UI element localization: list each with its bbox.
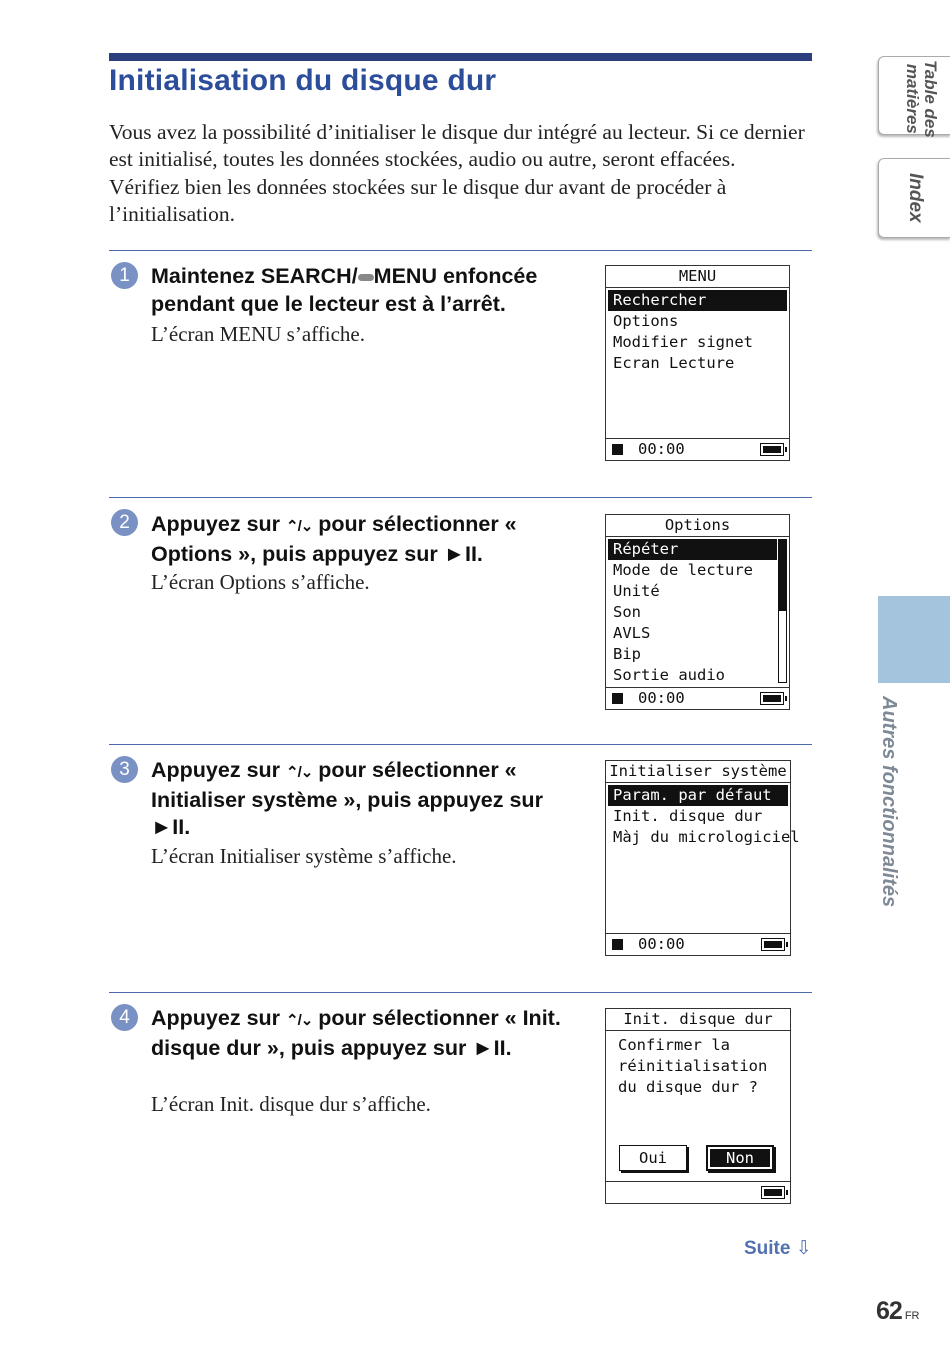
battery-icon <box>760 692 784 705</box>
lcd-screen-options <box>605 514 790 710</box>
up-down-arrows-icon: ⌃/⌄ <box>286 1012 313 1029</box>
tab-toc-label: Table des matières <box>903 60 940 138</box>
lcd-header: Options <box>606 515 789 537</box>
tab-index-label: Index <box>905 173 926 223</box>
lcd-yes-button: Oui <box>619 1145 687 1171</box>
lcd-message-line: du disque dur ? <box>618 1078 758 1096</box>
step-description: L’écran Options s’affiche. <box>151 570 370 594</box>
section-divider <box>109 744 812 745</box>
play-pause-icon: ►II <box>151 815 185 839</box>
lcd-menu-item: Mode de lecture <box>613 561 753 579</box>
lcd-time: 00:00 <box>638 935 685 953</box>
lcd-menu-item: Init. disque dur <box>613 807 763 825</box>
lcd-screen-menu <box>605 265 790 461</box>
up-down-arrows-icon: ⌃/⌄ <box>286 518 313 535</box>
lcd-no-button: Non <box>706 1145 774 1171</box>
lcd-screen-init-systeme <box>605 760 800 956</box>
intro-paragraph: Vous avez la possibilité d’initialiser le disque dur intégré au lecteur. Si ce dernier est initialisé, toutes les données stockées, audio ou autre, seront effacées. Vérifiez bien les données stockées sur le disque dur avant de procéder à l’initialisation. <box>109 120 805 226</box>
play-pause-icon: ►II <box>443 541 477 566</box>
lcd-status-bar <box>606 438 789 460</box>
step-description: L’écran Initialiser système s’affiche. <box>151 844 457 868</box>
lcd-menu-item-selected: Rechercher <box>608 290 787 311</box>
lcd-scrollbar-thumb <box>779 540 786 611</box>
step-title: Maintenez SEARCH/ MENU enfoncée pendant que le lecteur est à l’arrêt. <box>151 264 538 316</box>
lcd-screen-init-disque <box>605 1008 791 1204</box>
step-number: 4 <box>111 1004 138 1031</box>
lcd-status-bar <box>606 933 790 955</box>
step-number: 1 <box>111 262 138 289</box>
play-pause-icon: ►II <box>472 1035 506 1060</box>
suite-link[interactable]: Suite ⇩ <box>744 1238 812 1259</box>
section-divider <box>109 250 812 251</box>
lcd-time: 00:00 <box>638 689 685 707</box>
lcd-menu-item: Son <box>613 603 641 621</box>
step-title: Appuyez sur ⌃/⌄ pour sélectionner « Initialiser système », puis appuyez sur ►II. <box>151 758 543 839</box>
section-divider <box>109 497 812 498</box>
lcd-menu-item: Unité <box>613 582 660 600</box>
lcd-header: Init. disque dur <box>606 1009 790 1031</box>
section-label: Autres fonctionnalités <box>878 696 900 908</box>
tab-index[interactable] <box>878 158 950 238</box>
lcd-menu-item: AVLS <box>613 624 651 642</box>
lcd-scrollbar <box>778 539 787 683</box>
stop-icon <box>612 939 623 950</box>
section-divider <box>109 992 812 993</box>
arrow-down-icon: ⇩ <box>795 1238 812 1259</box>
lcd-status-bar <box>606 687 789 709</box>
lcd-time: 00:00 <box>638 440 685 458</box>
step-description: L’écran MENU s’affiche. <box>151 322 365 346</box>
lcd-header: MENU <box>606 266 789 288</box>
lcd-message-line: Confirmer la <box>618 1036 730 1054</box>
section-marker <box>878 596 950 683</box>
lcd-menu-item: Modifier signet <box>613 333 753 351</box>
lcd-menu-item: Sortie audio <box>613 666 725 684</box>
step-title: Appuyez sur ⌃/⌄ pour sélectionner « Init. disque dur », puis appuyez sur ►II. <box>151 1006 561 1060</box>
stop-icon <box>612 693 623 704</box>
lcd-menu-item: Options <box>613 312 679 330</box>
battery-icon <box>760 443 784 456</box>
title-bar-rule <box>109 53 812 61</box>
lcd-menu-item: Ecran Lecture <box>613 354 735 372</box>
lcd-message-line: réinitialisation <box>618 1057 768 1075</box>
battery-icon <box>761 938 785 951</box>
lcd-menu-item-selected: Répéter <box>608 539 777 560</box>
lcd-status-bar <box>606 1181 790 1203</box>
page-number: 62 FR <box>876 1297 920 1325</box>
lcd-menu-item: Bip <box>613 645 641 663</box>
page-title: Initialisation du disque dur <box>109 64 497 97</box>
step-number: 3 <box>111 756 138 783</box>
stop-icon <box>612 444 623 455</box>
tab-table-des-matieres[interactable] <box>878 56 950 138</box>
lcd-header: Initialiser système <box>606 761 790 783</box>
step-number: 2 <box>111 509 138 536</box>
lcd-menu-item: Màj du micrologiciel <box>613 828 800 846</box>
lcd-menu-item-selected: Param. par défaut <box>608 785 788 806</box>
battery-icon <box>761 1186 785 1199</box>
step-description: L’écran Init. disque dur s’affiche. <box>151 1092 431 1116</box>
oval-button-icon <box>358 274 374 281</box>
up-down-arrows-icon: ⌃/⌄ <box>286 764 313 781</box>
step-title: Appuyez sur ⌃/⌄ pour sélectionner « Options », puis appuyez sur ►II. <box>151 512 517 566</box>
